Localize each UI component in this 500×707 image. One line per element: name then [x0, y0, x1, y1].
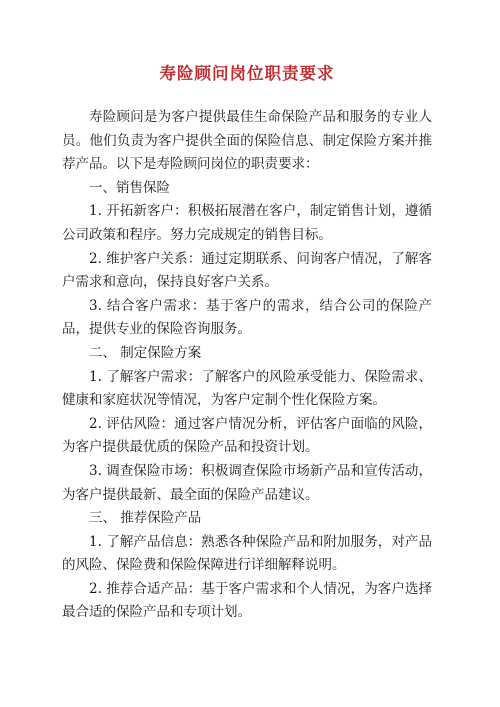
list-item: 2. 维护客户关系：通过定期联系、问询客户情况，了解客户需求和意向，保持良好客户关系。: [62, 250, 432, 291]
intro-paragraph: 寿险顾问是为客户提供最佳生命保险产品和服务的专业人员。他们负责为客户提供全面的保险信息、制定保险方案并推荐产品。以下是寿险顾问岗位的职责要求：: [62, 109, 432, 173]
section-heading-recommend: 三、 推荐保险产品: [89, 510, 202, 527]
list-item: 2. 推荐合适产品：基于客户需求和个人情况，为客户选择最合适的保险产品和专项计划。: [62, 580, 432, 621]
document-title: 寿险顾问岗位职责要求: [159, 64, 335, 83]
section-heading-plan: 二、 制定保险方案: [89, 344, 202, 361]
list-item: 3. 结合客户需求：基于客户的需求，结合公司的保险产品，提供专业的保险咨询服务。: [62, 297, 432, 338]
list-item: 1. 了解客户需求：了解客户的风险承受能力、保险需求、健康和家庭状况等情况，为客户定制个性化保险方案。: [62, 368, 432, 409]
list-item: 2. 评估风险：通过客户情况分析，评估客户面临的风险，为客户提供最优质的保险产品和投资计划。: [62, 415, 432, 456]
list-item: 3. 调查保险市场：积极调查保险市场新产品和宣传活动，为客户提供最新、最全面的保险产品建议。: [62, 462, 432, 503]
section-heading-sales: 一、销售保险: [89, 179, 170, 196]
list-item: 1. 了解产品信息：熟悉各种保险产品和附加服务，对产品的风险、保险费和保险保障进行详细解释说明。: [62, 533, 432, 574]
list-item: 1. 开拓新客户：积极拓展潜在客户，制定销售计划，遵循公司政策和程序。努力完成规定的销售目标。: [62, 203, 432, 243]
